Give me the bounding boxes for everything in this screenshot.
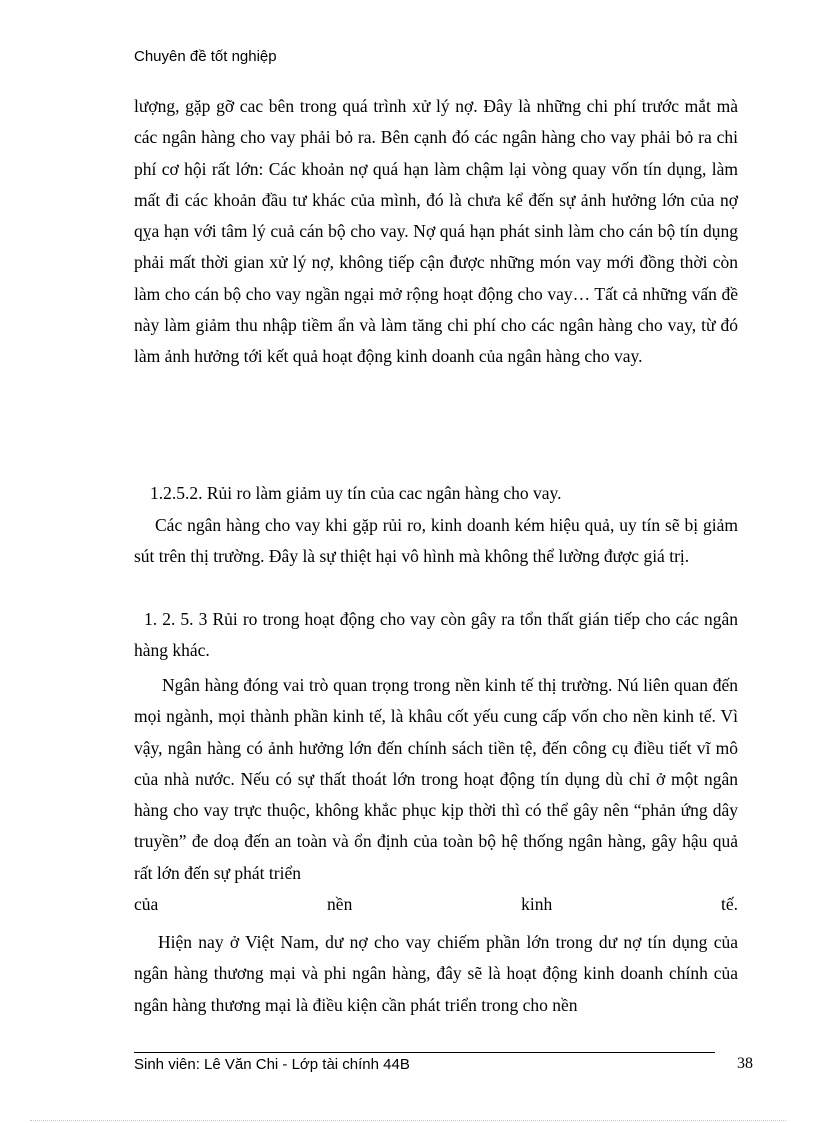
body-paragraph-3 [134, 670, 738, 920]
section-heading-1-2-5-3: 1. 2. 5. 3 Rủi ro trong hoạt động cho vay còn gây ra tổn thất gián tiếp cho các ngân hàng khác. [134, 609, 738, 661]
body-paragraph-4: Hiện nay ở Việt Nam, dư nợ cho vay chiếm phần lớn trong dư nợ tín dụng của ngân hàng thương mại và phi ngân hàng, đây sẽ là hoạt động kinh doanh chính của ngân hàng thương mại là điều kiện cần phát triển trong cho nền [134, 932, 738, 1015]
body-paragraph-3-last-line [134, 889, 738, 920]
last-line-word: nền [327, 894, 353, 915]
footer-student-info: Sinh viên: Lê Văn Chi - Lớp tài chính 44B [134, 1056, 410, 1073]
footer-divider [134, 1052, 715, 1053]
page-number: 38 [737, 1055, 753, 1072]
body-paragraph-1: lượng, gặp gỡ cac bên trong quá trình xử lý nợ. Đây là những chi phí trước mắt mà các ngân hàng cho vay phải bỏ ra. Bên cạnh đó các ngân hàng cho vay phải bỏ ra chi phí cơ hội rất lớn: Các khoản nợ quá hạn làm chậm lại vòng quay vốn tín dụng, làm mất đi các khoản đầu tư khác của mình, đó là chưa kể đến sự ảnh hưởng lớn của nợ qỵa hạn với tâm lý cuả cán bộ cho vay. Nợ quá hạn phát sinh làm cho cán bộ tín dụng phải mất thời gian xử lý nợ, không tiếp cận được những món vay mới đồng thời còn làm cho cán bộ cho vay ngần ngại mở rộng hoạt động cho vay… Tất cả những vấn đề này làm giảm thu nhập tiềm ẩn và làm tăng chi phí cho các ngân hàng cho vay, từ đó làm ảnh hưởng tới kết quả hoạt động kinh doanh của ngân hàng cho vay. [134, 96, 738, 367]
body-paragraph-2: Các ngân hàng cho vay khi gặp rủi ro, kinh doanh kém hiệu quả, uy tín sẽ bị giảm sút trên thị trường. Đây là sự thiệt hại vô hình mà không thể lường được giá trị. [134, 515, 738, 567]
page-header-title: Chuyên đề tốt nghiệp [134, 48, 277, 65]
body-paragraph-3-text: Ngân hàng đóng vai trò quan trọng trong nền kinh tế thị trường. Nú liên quan đến mọi ngành, mọi thành phần kinh tế, là khâu cốt yếu cung cấp vốn cho nền kinh tế. Vì vậy, ngân hàng có ảnh hưởng lớn đến chính sách tiền tệ, đến công cụ điều tiết vĩ mô của nhà nước. Nếu có sự thất thoát lớn trong hoạt động tín dụng dù chỉ ở một ngân hàng cho vay trực thuộc, không khắc phục kịp thời thì có thể gây nên “phản ứng dây truyền” đe doạ đến an toàn và ổn định của toàn bộ hệ thống ngân hàng, gây hậu quả rất lớn đến sự phát triển [134, 675, 738, 883]
last-line-word: của [134, 894, 159, 915]
page-bottom-edge [30, 1120, 786, 1121]
last-line-word: kinh [521, 894, 553, 915]
section-heading-1-2-5-2: 1.2.5.2. Rủi ro làm giảm uy tín của cac ngân hàng cho vay. [150, 483, 562, 503]
last-line-word: tế. [720, 894, 738, 915]
